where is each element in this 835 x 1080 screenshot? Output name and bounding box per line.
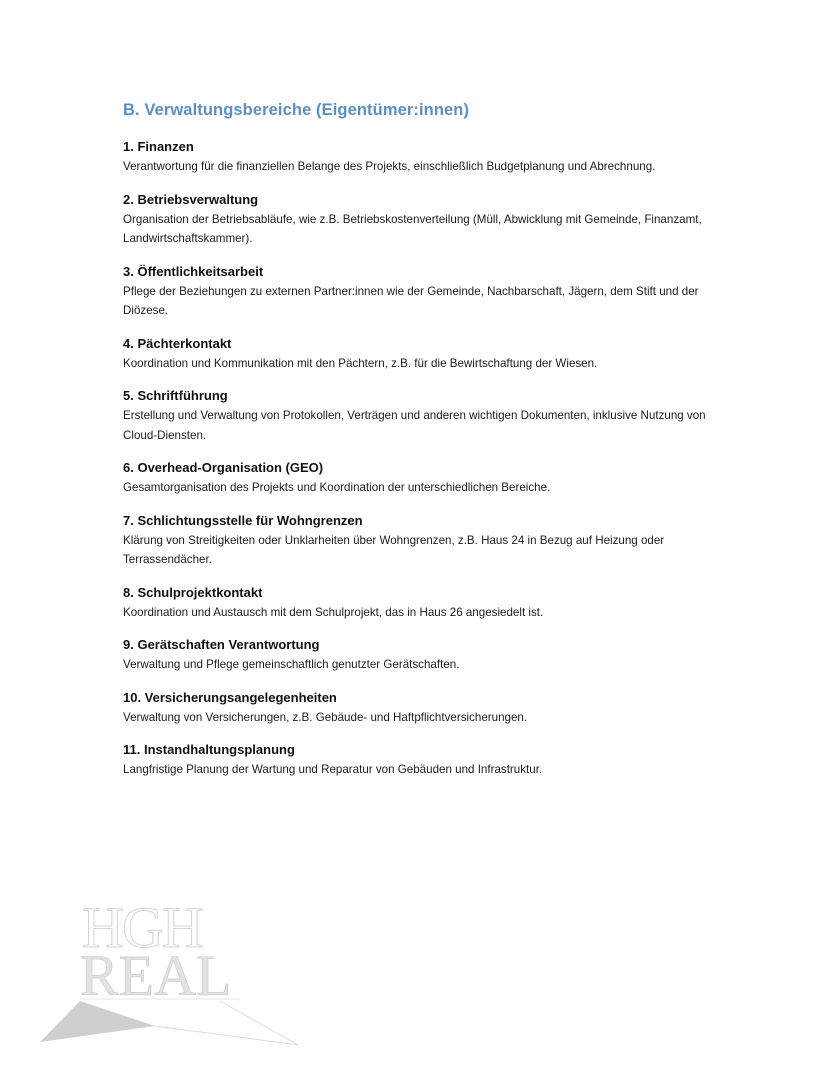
item-title: 1. Finanzen [123, 139, 194, 154]
item-description: Erstellung und Verwaltung von Protokollen, Verträgen und anderen wichtigen Dokumenten, inklusive Nutzung von Cloud-Diensten. [123, 409, 706, 442]
item-description: Langfristige Planung der Wartung und Reparatur von Gebäuden und Infrastruktur. [123, 763, 543, 776]
list-item-schriftfuehrung [123, 387, 723, 445]
item-title: 4. Pächterkontakt [123, 335, 232, 351]
item-title: 7. Schlichtungsstelle für Wohngrenzen [123, 512, 363, 528]
list-item-overhead-organisation [123, 459, 723, 498]
item-description: Koordination und Austausch mit dem Schulprojekt, das in Haus 26 angesiedelt ist. [123, 605, 544, 619]
list-item-geraetschaften [123, 636, 723, 675]
item-description: Organisation der Betriebsabläufe, wie z.B. Betriebskostenverteilung (Müll, Abwicklung mit Gemeinde, Finanzamt, Landwirtschaftskammer). [123, 212, 702, 245]
list-item-versicherungen [123, 689, 723, 728]
item-title: 5. Schriftführung [123, 388, 228, 403]
list-item-oeffentlichkeitsarbeit [123, 263, 723, 321]
item-description: Klärung von Streitigkeiten oder Unklarheiten über Wohngrenzen, z.B. Haus 24 in Bezug auf Heizung oder Terrassendächer. [123, 533, 665, 566]
list-item-instandhaltungsplanung [123, 741, 723, 780]
item-title: 10. Versicherungsangelegenheiten [123, 689, 337, 705]
section-title: B. Verwaltungsbereiche (Eigentümer:innen) [123, 101, 470, 119]
item-title: 9. Gerätschaften Verantwortung [123, 637, 320, 652]
list-item-betriebsverwaltung [123, 191, 723, 249]
list-item-schlichtungsstelle [123, 512, 723, 570]
logo-text-real: REAL [80, 943, 232, 1008]
list-item-schulprojektkontakt [123, 584, 723, 623]
item-title: 3. Öffentlichkeitsarbeit [123, 263, 264, 279]
item-description: Verantwortung für die finanziellen Belange des Projekts, einschließlich Budgetplanung und Abrechnung. [123, 160, 656, 173]
document-content [123, 99, 723, 794]
item-description: Verwaltung und Pflege gemeinschaftlich genutzter Gerätschaften. [123, 658, 460, 671]
item-title: 11. Instandhaltungsplanung [123, 742, 295, 757]
logo-icon [40, 885, 310, 1050]
item-description: Verwaltung von Versicherungen, z.B. Gebäude- und Haftpflichtversicherungen. [123, 710, 528, 724]
list-item-paechterkontakt [123, 335, 723, 374]
item-description: Koordination und Kommunikation mit den Pächtern, z.B. für die Bewirtschaftung der Wiesen. [123, 356, 598, 370]
item-title: 2. Betriebsverwaltung [123, 191, 259, 207]
item-description: Gesamtorganisation des Projekts und Koordination der unterschiedlichen Bereiche. [123, 481, 551, 494]
item-description: Pflege der Beziehungen zu externen Partner:innen wie der Gemeinde, Nachbarschaft, Jägern, dem Stift und der Diözese. [123, 284, 699, 317]
item-title: 8. Schulprojektkontakt [123, 584, 263, 600]
logo-text-hgh: HGH [82, 895, 202, 960]
item-title: 6. Overhead-Organisation (GEO) [123, 460, 324, 475]
list-item-finanzen [123, 138, 723, 177]
hgh-real-logo-watermark [40, 885, 310, 1050]
